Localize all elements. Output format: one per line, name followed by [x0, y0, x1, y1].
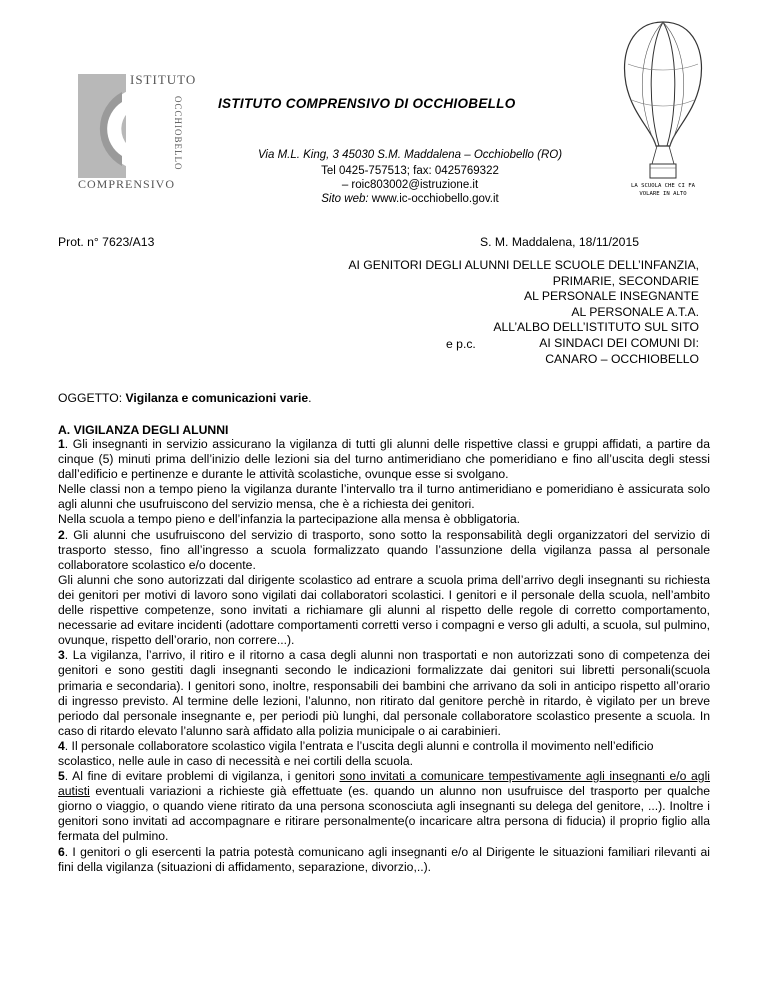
school-phone: Tel 0425-757513; fax: 0425769322	[321, 165, 499, 177]
subject-line	[58, 391, 312, 405]
recipient-line: AL PERSONALE INSEGNANTE	[524, 289, 699, 304]
paragraph-3: 3. La vigilanza, l’arrivo, il ritiro e il ritorno a casa degli alunni non trasportati e non autorizzati sono di competenza dei genitori e sono gestiti dagli insegnanti secondo le indicazioni formalizzate dai genitori sui libretti personali(scuola primaria e secondaria). I genitori sono, inoltre, responsabili dei bambini che arrivano da soli in anticipo rispetto all’orario di ingresso previsto. Al termine delle lezioni, l’alunno, non ritirato dal genitore perchè in ritardo, è vigilato per un breve periodo dal personale insegnante e, per periodi più lunghi, dal personale collaboratore scolastico presente a scuola. In caso di ritardo elevato l’alunno sarà affidato alla polizia municipale o ai carabinieri.	[58, 648, 710, 738]
school-name: ISTITUTO COMPRENSIVO DI OCCHIOBELLO	[218, 96, 516, 111]
recipient-line: PRIMARIE, SECONDARIE	[552, 273, 699, 288]
recipient-line: AI SINDACI DEI COMUNI DI:	[539, 335, 699, 350]
paragraph-1c: Nella scuola a tempo pieno e dell’infanzia la partecipazione alla mensa è obbligatoria.	[58, 512, 521, 527]
recipient-line: AL PERSONALE A.T.A.	[571, 304, 699, 319]
paragraph-1: 1. Gli insegnanti in servizio assicurano la vigilanza di tutti gli alunni delle rispettive classi e gruppi affidati, a partire da cinque (5) minuti prima dell’inizio delle lezioni sia del turno antimeridiano che pomeridiano e fino all’uscita degli stessi dall’edificio e pertinenze e durante le attività scolastiche, ovunque esse si svolgano.	[58, 437, 710, 482]
school-email: – roic803002@istruzione.it	[341, 179, 479, 191]
document-date: S. M. Maddalena, 18/11/2015	[480, 235, 639, 249]
paragraph-2b: Gli alunni che sono autorizzati dal dirigente scolastico ad entrare a scuola prima dell’arrivo degli insegnanti su richiesta dei genitori per motivi di lavoro sono vigilati dai collaboratori scolastici. I genitori e il personale della scuola, nell’ambito delle rispettive competenze, sono invitati a richiamare gli alunni al rispetto delle regole di corretto comportamento, necessarie ad evitare incidenti (adottare comportamenti corretti verso i compagni e verso gli adulti, a scuola, sul pulmino, ovunque, rispetto dell’orario, non correre...).	[58, 572, 710, 648]
svg-text:COMPRENSIVO: COMPRENSIVO	[78, 177, 176, 190]
subject-label: OGGETTO:	[58, 391, 126, 405]
school-address: Via M.L. King, 3 45030 S.M. Maddalena – Occhiobello (RO)	[257, 149, 563, 161]
subject-text: Vigilanza e comunicazioni varie	[125, 391, 309, 405]
recipient-line: ALL’ALBO DELL’ISTITUTO SUL SITO	[493, 320, 699, 335]
paragraph-1b: Nelle classi non a tempo pieno la vigilanza durante l’intervallo tra il turno antimeridiano e pomeridiano è assicurata solo agli alunni che usufruiscono del servizio mensa, che è a richiesta dei genitori.	[58, 482, 710, 512]
school-website	[190, 192, 630, 206]
svg-text:ISTITUTO: ISTITUTO	[130, 72, 197, 87]
recipient-line: CANARO – OCCHIOBELLO	[545, 351, 699, 366]
epc-label: e p.c.	[446, 337, 476, 352]
subject-tail: .	[308, 391, 312, 405]
paragraph-6: 6. I genitori o gli esercenti la patria potestà comunicano agli insegnanti e/o al Dirigente le situazioni familiari rilevanti ai fini della vigilanza (situazioni di affidamento, separazione, divorzio,..).	[58, 844, 710, 874]
recipient-line: AI GENITORI DEGLI ALUNNI DELLE SCUOLE DELL’INFANZIA,	[348, 258, 699, 272]
svg-text:VOLARE IN ALTO: VOLARE IN ALTO	[639, 191, 687, 197]
paragraph-2: 2. Gli alunni che usufruiscono del servizio di trasporto, sono sotto la responsabilità degli organizzatori del servizio di trasporto stesso, fino all’ingresso a scuola formalizzato quando l’assunzione della vigilanza passa al personale collaboratore scolastico e/o docente.	[58, 527, 710, 572]
paragraph-5: 5. Al fine di evitare problemi di vigilanza, i genitori sono invitati a comunicare tempestivamente agli insegnanti e/o agli autisti eventuali variazioni a richieste già effettuate (es. quando un alunno non usufruisce del trasporto per qualche giorno o viaggio, o quando viene ritirato da una persona sconosciuta agli insegnanti su delega del genitore, ...). Inoltre i genitori sono invitati ad accompagnare e ritirare personalmente(o incaricare altra persona di fiducia) il proprio figlio alla fermata del pulmino.	[58, 769, 711, 844]
section-a-body	[58, 437, 710, 875]
recipients-block	[279, 258, 699, 367]
site-label: Sito web:	[321, 193, 369, 205]
site-url: www.ic-occhiobello.gov.it	[371, 193, 499, 205]
svg-text:OCCHIOBELLO: OCCHIOBELLO	[173, 96, 183, 171]
hot-air-balloon-logo	[618, 18, 708, 198]
paragraph-4: 4. Il personale collaboratore scolastico vigila l’entrata e l’uscita degli alunni e controlla il movimento nell’edificio scolastico, nelle aule in caso di necessità e nei cortili della scuola.	[58, 738, 654, 768]
protocol-number: Prot. n° 7623/A13	[58, 235, 155, 249]
section-a-title: A. VIGILANZA DEGLI ALUNNI	[58, 423, 229, 437]
svg-text:LA SCUOLA CHE CI FA: LA SCUOLA CHE CI FA	[631, 183, 695, 189]
